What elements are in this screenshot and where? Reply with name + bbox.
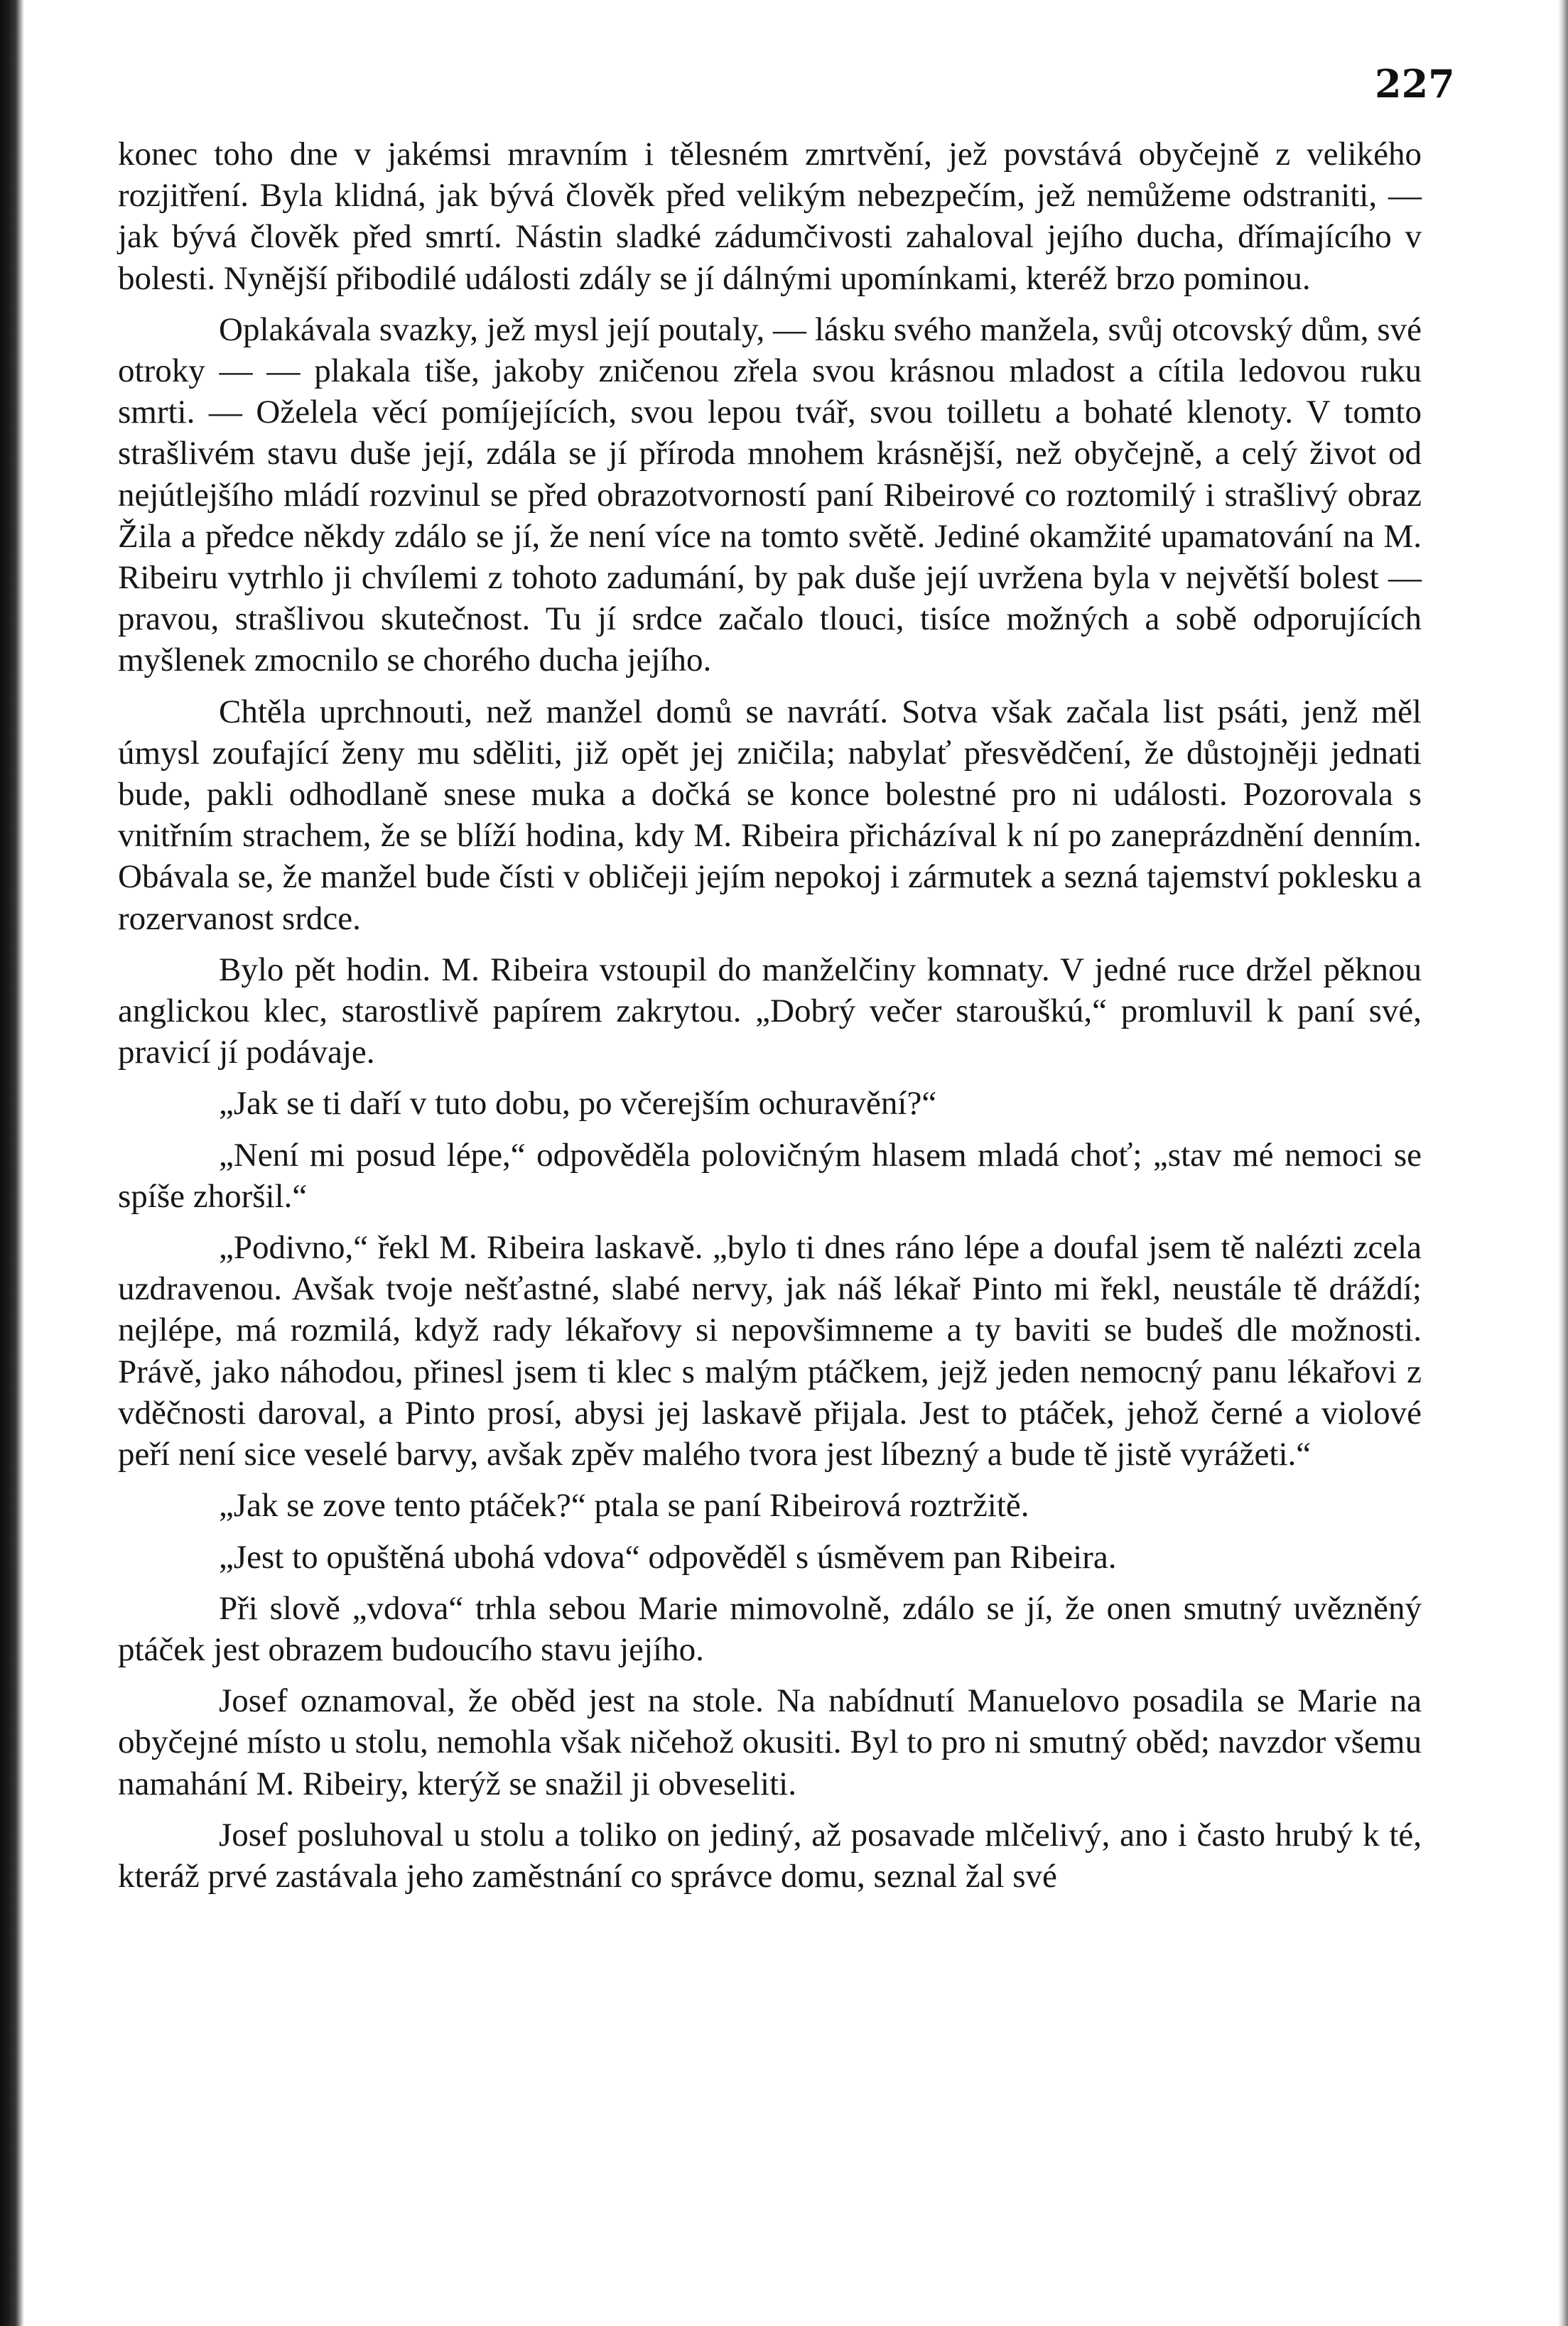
paragraph: Josef oznamoval, že oběd jest na stole. Na nabídnutí Manuelovo posadila se Marie na obyčejné místo u stolu, nemohla však ničehož okusiti. Byl to pro ni smutný oběd; navzdor všemu namahání M. Ribeiry, kterýž se snažil ji obveseliti. bbox=[118, 1682, 1422, 1802]
dialogue-line: „Jak se ti daří v tuto dobu, po včerejším ochuravění?“ bbox=[219, 1085, 937, 1123]
page-edge-shadow bbox=[1558, 0, 1568, 2326]
paragraph: Bylo pět hodin. M. Ribeira vstoupil do manželčiny komnaty. V jedné ruce držel pěknou anglickou klec, starostlivě papírem zakrytou. „Dobrý večer starouškú,“ promluvil k paní své, pravicí jí podávaje. bbox=[118, 951, 1422, 1071]
paragraph: Chtěla uprchnouti, než manžel domů se navrátí. Sotva však začala list psáti, jenž měl úmysl zoufající ženy mu sděliti, již opět jej zničila; nabylať přesvědčení, že důstojněji jednati bude, pakli odhodlaně snese muka a dočká se konce bolestné pro ni události. Pozorovala s vnitřním strachem, že se blíží hodina, kdy M. Ribeira přicházíval k ní po zaneprázdnění denním. Obávala se, že manžel bude čísti v obličeji jejím nepokoj i zármutek a sezná tajemství poklesku a rozervanost srdce. bbox=[118, 693, 1422, 937]
dialogue-line: „Jest to opuštěná ubohá vdova“ odpověděl s úsměvem pan Ribeira. bbox=[219, 1538, 1117, 1576]
dialogue-line: „Není mi posud lépe,“ odpověděla polovičným hlasem mladá choť; „stav mé nemoci se spíše zhoršil.“ bbox=[118, 1136, 1422, 1215]
page-number: 227 bbox=[1375, 61, 1455, 107]
paragraph: Josef posluhoval u stolu a toliko on jediný, až posavade mlčelivý, ano i často hrubý k té, kteráž prvé zastávala jeho zaměstnání co správce domu, seznal žal své bbox=[118, 1816, 1422, 1895]
body-text bbox=[118, 134, 1422, 1907]
paragraph: konec toho dne v jakémsi mravním i tělesném zmrtvění, jež povstává obyčejně z velikého rozjitření. Byla klidná, jak bývá člověk před velikým nebezpečím, jež nemůžeme odstraniti, — jak bývá člověk před smrtí. Nástin sladké zádumčivosti zahaloval jejího ducha, dřímajícího v bolesti. Nynější přibodilé události zdály se jí dálnými upomínkami, kteréž brzo pominou. bbox=[118, 136, 1422, 297]
book-binding-shadow bbox=[0, 0, 24, 2326]
dialogue-line: „Podivno,“ řekl M. Ribeira laskavě. „bylo ti dnes ráno lépe a doufal jsem tě nalézti zcela uzdravenou. Avšak tvoje nešťastné, slabé nervy, jak náš lékař Pinto mi řekl, neustále tě dráždí; nejlépe, má rozmilá, když rady lékařovy si nepovšimneme a ty baviti se budeš dle možnosti. Právě, jako náhodou, přinesl jsem ti klec s malým ptáčkem, jejž jeden nemocný panu lékařovi z vděčnosti daroval, a Pinto prosí, abysi jej laskavě přijala. Jest to ptáček, jehož černé a violové peří není sice veselé barvy, avšak zpěv malého tvora jest líbezný a bude tě jistě vyrážeti.“ bbox=[118, 1229, 1422, 1473]
paragraph: Oplakávala svazky, jež mysl její poutaly, — lásku svého manžela, svůj otcovský dům, své otroky — — plakala tiše, jakoby zničenou zřela svou krásnou mladost a cítila ledovou ruku smrti. — Oželela věcí pomíjejících, svou lepou tvář, svou toilletu a bohaté klenoty. V tomto strašlivém stavu duše její, zdála se jí příroda mnohem krásnější, než obyčejně, a celý život od nejútlejšího mládí rozvinul se před obrazotvorností paní Ribeirové co roztomilý i strašlivý obraz Žila a předce někdy zdálo se jí, že není více na tomto světě. Jediné okamžité upamatování na M. Ribeiru vytrhlo ji chvílemi z tohoto zadumání, by pak duše její uvržena byla v největší bolest — pravou, strašlivou skutečnost. Tu jí srdce začalo tlouci, tisíce možných a sobě odporujících myšlenek zmocnilo se chorého ducha jejího. bbox=[118, 310, 1422, 679]
paragraph: Při slově „vdova“ trhla sebou Marie mimovolně, zdálo se jí, že onen smutný uvězněný ptáček jest obrazem budoucího stavu jejího. bbox=[118, 1589, 1422, 1668]
dialogue-line: „Jak se zove tento ptáček?“ ptala se paní Ribeirová roztržitě. bbox=[219, 1487, 1029, 1525]
